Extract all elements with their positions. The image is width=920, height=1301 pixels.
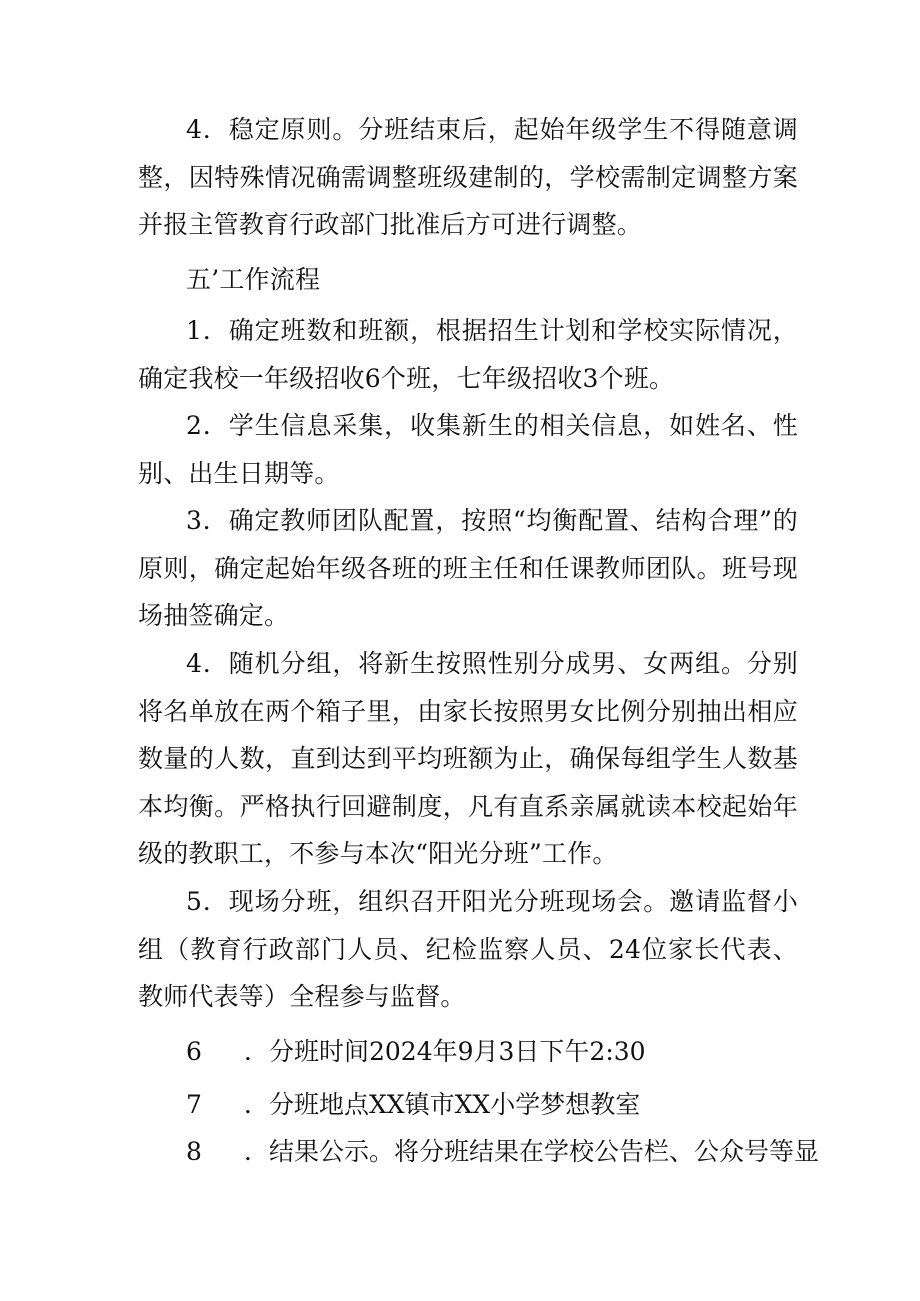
row-number: 8 <box>186 1137 202 1166</box>
paragraph-info-collection: 2．学生信息采集，收集新生的相关信息，如姓名、性别、出生日期等。 <box>138 411 798 488</box>
row-division-location <box>186 1081 640 1129</box>
section-heading-workflow: 五’工作流程 <box>186 265 321 294</box>
paragraph-onsite-division: 5．现场分班，组织召开阳光分班现场会。邀请监督小组（教育行政部门人员、纪检监察人员、24位家长代表、教师代表等）全程参与监督。 <box>138 887 798 1011</box>
paragraph-random-grouping: 4．随机分组，将新生按照性别分成男、女两组。分别将名单放在两个箱子里，由家长按照男女比例分别抽出相应数量的人数，直到达到平均班额为止，确保每组学生人数基本均衡。严格执行回避制度，凡有直系亲属就读本校起始年级的教职工，不参与本次“阳光分班”工作。 <box>138 649 798 868</box>
row-text: ．结果公示。将分班结果在学校公告栏、公众号等显 <box>244 1137 820 1166</box>
row-division-time <box>186 1028 646 1076</box>
paragraph-teacher-team: 3．确定教师团队配置，按照“均衡配置、结构合理”的原则，确定起始年级各班的班主任和任课教师团队。班号现场抽签确定。 <box>138 506 798 630</box>
row-text: ．分班时间2024年9月3日下午2:30 <box>244 1037 646 1066</box>
row-text: ．分班地点XX镇市XX小学梦想教室 <box>244 1090 641 1119</box>
paragraph-class-count: 1．确定班数和班额，根据招生计划和学校实际情况，确定我校一年级招收6个班，七年级招收3个班。 <box>138 316 798 393</box>
row-number: 6 <box>186 1037 202 1066</box>
paragraph-stability-principle: 4．稳定原则。分班结束后，起始年级学生不得随意调整，因特殊情况确需调整班级建制的，学校需制定调整方案并报主管教育行政部门批准后方可进行调整。 <box>138 115 798 239</box>
row-result-publication <box>186 1128 819 1176</box>
row-number: 7 <box>186 1090 202 1119</box>
